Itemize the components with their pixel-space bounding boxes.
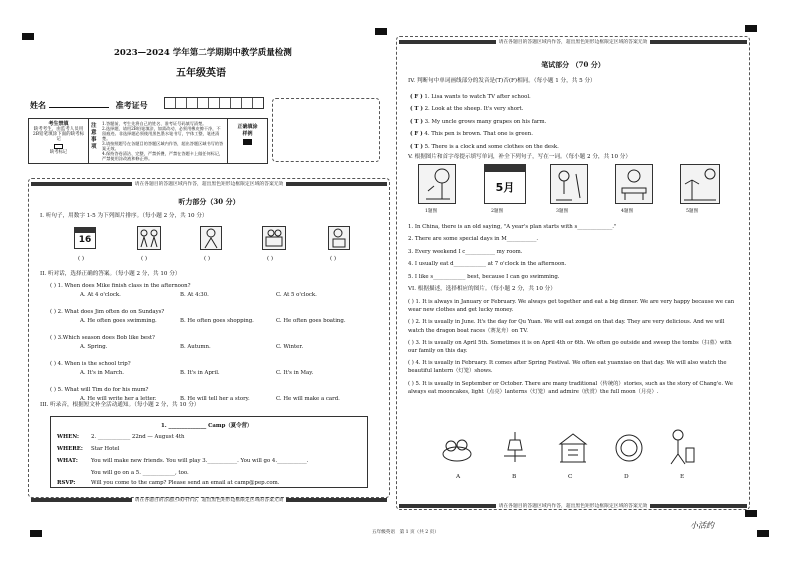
registration-mark (22, 33, 34, 40)
part1-brackets: ( ) ( ) ( ) ( ) ( ) (78, 256, 337, 262)
tree-planting-picture (418, 164, 456, 204)
registration-mark (745, 25, 757, 32)
reading-picture (328, 226, 350, 250)
option-picture-a (440, 430, 474, 466)
description-item: ( ) 5. It is usually in September or October. There are many traditional（传统的）stories, such as the story of Chang'e. We always eat mooncakes, light（点亮）lanterns（灯笼）and admire（欣赏）the full moon（月亮）. (408, 380, 733, 395)
name-field (30, 100, 148, 111)
description-item: ( ) 1. It is always in January or February. We always get together and eat a big dinner. We are very happy because we can wear new clothes and get lucky money. (408, 299, 735, 314)
cleaning-picture (550, 164, 588, 204)
page-info: 五年级英语 第 1 页（共 2 页） (372, 530, 439, 535)
fill-sentence: 2. There are some special days in M___________. (408, 236, 539, 243)
part5-sentences (408, 221, 616, 283)
calendar-may-picture: 5月 (484, 164, 526, 204)
part3-instruction: III. 听录音，根据短文补全活动通知。（每小题 2 分，共 10 分） (40, 402, 200, 408)
subject-title: 五年级英语 (176, 68, 226, 79)
option-picture-c (556, 430, 590, 466)
answer-zone-banner: 请在各题目的答题区域内作答，超出黑色矩形边框限定区域的答案无效 (28, 180, 390, 187)
id-number-boxes (164, 97, 264, 109)
part1-instruction: I. 听句子，用数字 1-5 为下列图片排序。（每小题 2 分，共 10 分） (40, 213, 208, 219)
room-picture (262, 226, 286, 250)
tf-item: ( F ) 1. Lisa wants to watch TV after school. (410, 94, 531, 100)
part2-questions (50, 283, 380, 413)
notice-body: 缺考考生，由监考人员用2B铅笔填涂下面的缺考标记 (32, 127, 85, 143)
description-item: ( ) 4. It is usually in February. It comes after Spring Festival. We often eat yuanxiao on that day. We will also watch the beautiful lantern（灯笼）shows. (408, 360, 727, 375)
part5-instruction: V. 根据图片和首字母提示填写单词，补全下列句子，写在一词。（每小题 2 分，共 10 分） (408, 154, 631, 160)
part5-pic-labels: 1题图 2题图 3题图 4题图 5题图 (425, 209, 699, 214)
option-picture-e (666, 428, 696, 468)
tf-item: ( T ) 2. Look at the sheep. It's very short. (410, 106, 524, 113)
fill-example-label: 正确填涂 (237, 124, 258, 130)
part6-instruction: VI. 根据描述，选择相应的图片。（每小题 2 分，共 10 分） (408, 286, 556, 292)
fill-sentence: 3. Every weekend I c___________ my room. (408, 248, 523, 255)
fill-sentence: 5. I like s____________ best, because I can go swimming. (408, 273, 560, 280)
part4-items (410, 91, 559, 153)
camp-row: WHERE: Star Hotel (57, 446, 120, 452)
question: ( ) 3.Which season does Bob like best? A. Spring. B. Autumn. C. Winter. (50, 335, 304, 350)
dinner-picture (615, 164, 653, 204)
fill-example-sub: 样例 (242, 131, 253, 137)
id-label: 准考证号 (115, 100, 148, 110)
attention-label: 注意事项 (91, 123, 97, 150)
camp-row: WHEN: 2. ____________ 22nd — August 4th (57, 434, 185, 440)
attention-item: 3.请按照题号在各题目的答题区域内作答，超出答题区域书写的答案无效。 (102, 141, 224, 152)
notice-mark: 缺考标记 (49, 149, 68, 155)
barcode-area (272, 98, 380, 162)
summer-picture (680, 164, 720, 204)
answer-zone-banner: 请在各题目的答题区域内作答，超出黑色矩形边框限定区域的答案无效 (396, 502, 750, 509)
question: ( ) 1. When does Mike finish class in the afternoon? A. At 4 o'clock. B. At 4:30. C. At 5 o'clock. (50, 283, 317, 298)
fill-sentence: 4. I usually eat d____________ at 7 o'clock in the afternoon. (408, 261, 567, 268)
tf-item: ( T ) 5. There is a clock and some clothes on the desk. (410, 143, 559, 150)
answer-zone-banner: 请在各题目的答题区域内作答，超出黑色矩形边框限定区域的答案无效 (396, 38, 750, 45)
attention-item: 2.选择题，请用2B铅笔填涂，如需改动，必须用橡皮擦干净，不留痕迹。非选择题必须使用黑色墨水笔书写，字体工整，笔迹清楚。 (102, 126, 221, 142)
question: ( ) 4. When is the school trip? A. It's in March. B. It's in April. C. It's in May. (50, 361, 314, 376)
description-item: ( ) 3. It is usually on April 5th. Sometimes it is on April 4th or 6th. We often go outside and sweep the tombs（扫墓）with our family on this day. (408, 339, 732, 355)
child-picture (200, 226, 222, 250)
part6-items (408, 298, 742, 396)
name-label: 姓名 (30, 100, 46, 110)
notice-box (28, 118, 268, 164)
part2-instruction: II. 听对话，选择正确的答案。（每小题 2 分，共 10 分） (40, 271, 181, 277)
option-picture-b (500, 430, 530, 466)
registration-mark (30, 530, 42, 537)
camp-row: WHAT: You will make new friends. You will play 3.___________. You will go 4.___________. (57, 458, 309, 464)
fill-example-mark (243, 139, 252, 145)
listening-title: 听力部分（30 分） (178, 197, 240, 206)
exam-title: 2023—2024 学年第二学期期中教学质量检测 (114, 48, 292, 58)
notice-title: 考生禁填 (48, 121, 69, 127)
handwritten-note: 小活约 (690, 521, 714, 530)
attention-item: 1.答题前，考生先将自己的姓名、准考证号码填写清楚。 (102, 121, 207, 126)
part6-option-letters: A B C D E (456, 474, 685, 480)
camp-notice (50, 416, 368, 488)
question: ( ) 2. What does Jim often do on Sundays? A. He often goes swimming. B. He often goes shopping. C. He often goes boating. (50, 309, 346, 324)
attention-list (102, 121, 224, 161)
option-picture-d (612, 432, 646, 466)
tf-item: ( T ) 3. My uncle grows many grapes on his farm. (410, 118, 547, 125)
camp-title: 1. ______________ Camp（夏令营） (161, 423, 253, 429)
part4-instruction: IV. 判断句中单词画线部分的发音是(T)否(F)相同。（每小题 1 分，共 5 分） (408, 78, 596, 84)
writing-title: 笔试部分 （70 分） (541, 60, 605, 69)
description-item: ( ) 2. It is usually in June. It's the day for Qu Yuan. We will eat zongzi on that day. They are very delicious. And we will watch the dragon boat races（赛龙舟）on TV. (408, 319, 725, 334)
registration-mark (375, 28, 387, 35)
camp-row: You will go on a 5. ____________, too. (91, 470, 189, 476)
question: ( ) 5. What will Tim do for his mum? A. He will write her a letter. B. He will tell her a story. C. He will make a card. (50, 387, 340, 402)
answer-zone-banner: 请在各题目的答题区域内作答，超出黑色矩形边框限定区域的答案无效 (28, 496, 390, 503)
tf-item: ( F ) 4. This pen is brown. That one is green. (410, 131, 533, 138)
attention-item: 4.保持答卷清洁、完整，严禁折叠，严禁在答题卡上做任何标记，严禁使用涂改液和修正带。 (102, 151, 224, 162)
camp-row: RSVP: Will you come to the camp? Please send an email at camp@pep.com. (57, 480, 280, 486)
family-picture (137, 226, 161, 250)
calendar-picture: 16 (74, 227, 96, 249)
registration-mark (745, 510, 757, 517)
fill-sentence: 1. In China, there is an old saying, "A year's plan starts with s_____________." (408, 224, 617, 230)
registration-mark (757, 530, 769, 537)
